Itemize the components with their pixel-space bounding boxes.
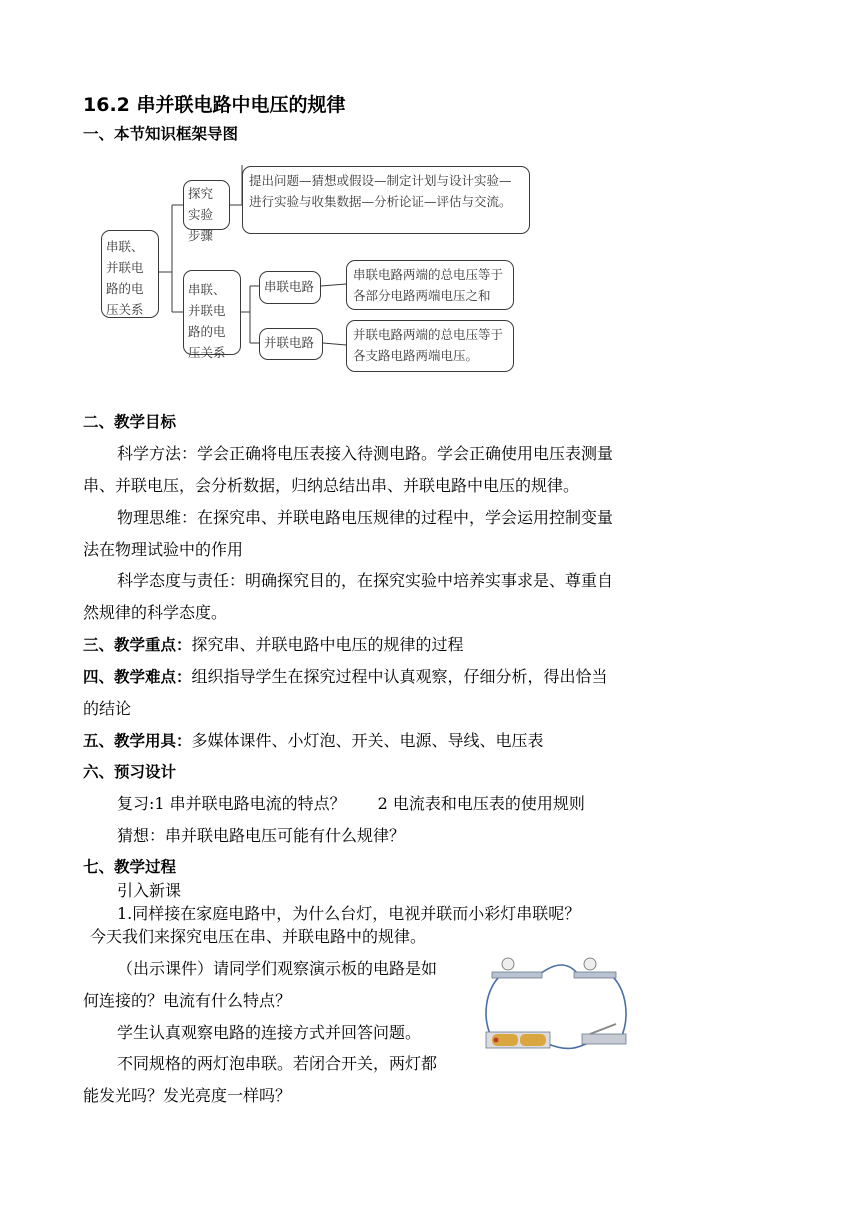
tools-text: 多媒体课件、小灯泡、开关、电源、导线、电压表: [191, 731, 544, 750]
goal-method-line1: 科学方法：学会正确将电压表接入待测电路。学会正确使用电压表测量: [117, 444, 614, 463]
bulb-right-icon: [584, 958, 596, 970]
battery-icon-2: [520, 1034, 546, 1046]
goal-method-line2: 串、并联电压，会分析数据，归纳总结出串、并联电路中电压的规律。: [83, 476, 580, 495]
difficulty: [83, 664, 608, 687]
mindmap-branch-relation: 串联、并联电路的电压关系: [183, 270, 241, 355]
process-p1-line1: （出示课件）请同学们观察演示板的电路是如: [117, 959, 438, 978]
mindmap-branch-steps: 探究实验步骤: [183, 180, 230, 230]
section-heading-preview: 六、预习设计: [83, 763, 177, 781]
difficulty-text-line1: 组织指导学生在探究过程中认真观察，仔细分析，得出恰当: [191, 667, 608, 686]
difficulty-text-line2: 的结论: [83, 699, 132, 718]
mindmap-steps-detail: 提出问题—猜想或假设—制定计划与设计实验—进行实验与收集数据—分析论证—评估与交流。: [242, 166, 530, 234]
mindmap-root: 串联、并联电路的电压关系: [101, 230, 159, 318]
process-q1-line1: 1.同样接在家庭电路中，为什么台灯，电视并联而小彩灯串联呢？: [117, 904, 581, 923]
mindmap-series-detail: 串联电路两端的总电压等于各部分电路两端电压之和: [346, 260, 514, 310]
mindmap-series: 串联电路: [259, 271, 321, 304]
section-heading-process: 七、教学过程: [83, 858, 177, 876]
goal-attitude-line1: 科学态度与责任：明确探究目的，在探究实验中培养实事求是、尊重自: [117, 571, 614, 590]
key-point-text: 探究串、并联电路中电压的规律的过程: [191, 635, 464, 654]
preview-review: 复习:1 串并联电路电流的特点？ 2 电流表和电压表的使用规则: [117, 794, 585, 813]
section-heading-keypoint: 三、教学重点：: [83, 636, 192, 654]
process-p3-line1: 不同规格的两灯泡串联。若闭合开关，两灯都: [117, 1054, 438, 1073]
goal-thinking-line2: 法在物理试验中的作用: [83, 540, 244, 559]
series-circuit-illustration: [478, 950, 638, 1060]
goal-thinking-line1: 物理思维：在探究串、并联电路电压规律的过程中，学会运用控制变量: [117, 508, 614, 527]
process-q1-line2: 今天我们来探究电压在串、并联电路中的规律。: [90, 927, 427, 946]
page-title: 16.2 串并联电路中电压的规律: [83, 94, 346, 116]
process-intro: 引入新课: [117, 881, 182, 900]
section-heading-tools: 五、教学用具：: [83, 732, 192, 750]
section-heading-difficulty: 四、教学难点：: [83, 668, 192, 686]
process-p3-line2: 能发光吗？发光亮度一样吗？: [83, 1086, 292, 1105]
section-heading-goals: 二、教学目标: [83, 413, 177, 431]
preview-guess: 猜想：串并联电路电压可能有什么规律？: [117, 826, 406, 845]
process-p1-line2: 何连接的？电流有什么特点？: [83, 991, 292, 1010]
key-point: [83, 632, 464, 655]
switch-lever-icon: [590, 1024, 616, 1034]
switch-base: [582, 1034, 626, 1044]
battery-terminal-icon: [494, 1038, 499, 1043]
mindmap-parallel-detail: 并联电路两端的总电压等于各支路电路两端电压。: [346, 320, 514, 372]
section-heading-framework: 一、本节知识框架导图: [83, 125, 239, 143]
bulb-left-icon: [502, 958, 514, 970]
tools: [83, 728, 544, 751]
lamp-base-left: [492, 972, 542, 978]
process-p2: 学生认真观察电路的连接方式并回答问题。: [117, 1023, 422, 1042]
lamp-base-right: [574, 972, 616, 978]
goal-attitude-line2: 然规律的科学态度。: [83, 603, 228, 622]
mindmap-parallel: 并联电路: [259, 328, 323, 360]
